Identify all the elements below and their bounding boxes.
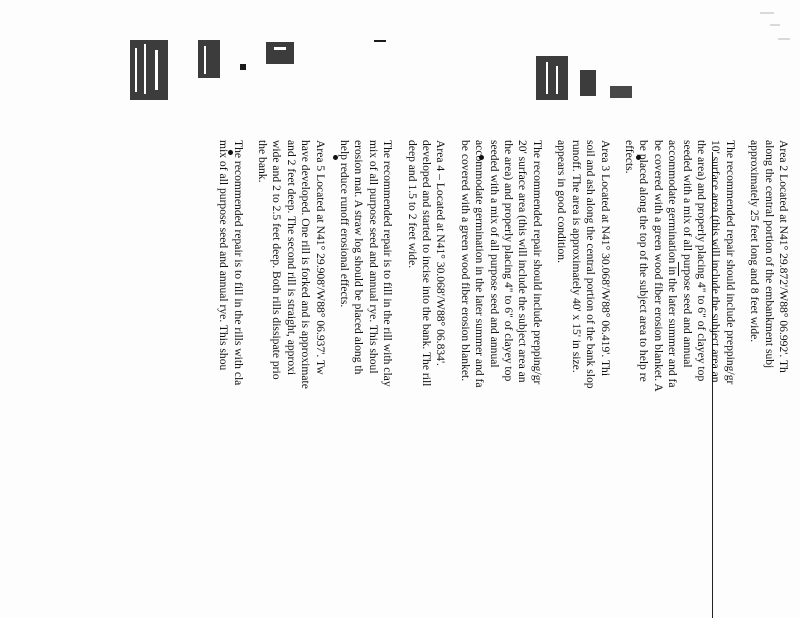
area-5-repair-paragraph: The recommended repair is to fill in the rills with cla mix of all purpose seed and annual rye. This shou [217, 140, 245, 386]
redacted-header-block [536, 56, 570, 102]
redacted-mark [240, 64, 246, 70]
header-dash [374, 40, 386, 42]
area-2-paragraph: Area 2 Located at N41° 29.872'/W88° 06.992'. Th along the central portion of the embankment subj approximately 25 feet long and 8 feet wide. [748, 140, 790, 373]
scan-artifact [770, 24, 780, 26]
area-4-repair-paragraph: The recommended repair is to fill in the rill with clay mix of all purpose seed and annual rye. This shoul erosion mat. A straw log should be placed along th help reduce runoff erosional effects. [338, 140, 395, 387]
area-3-repair-paragraph: The recommended repair should include prepping/gr 20' surface area (this will include the subject area an the area) and properly placing 4" to 6" of clayey top seeded with a mix of all purpose seed and annual accommodate germination in the later summer and fa be covered with a green wood fiber erosion blanket. [458, 140, 544, 388]
area-4-paragraph: Area 4 – Located at N41° 30.068'/W88° 06.834'. developed and started to incise into the bank. The rill deep and 1.5 to 2 feet wide. [405, 140, 448, 387]
redacted-header-block [130, 40, 170, 100]
redacted-header-block [266, 42, 296, 66]
redacted-header-block [580, 70, 598, 96]
area-3-paragraph: Area 3 Located at N41° 30.068'/W88° 06.419'. Thi soil and ash along the central portion of the bank slop runoff. The area is approximately 40' x 15' in size. appears in good condition. [555, 140, 612, 389]
rotated-document-body [217, 140, 790, 630]
redacted-header-block [198, 40, 222, 80]
area-2-repair-paragraph: The recommended repair should include prepping/gr 10' surface area (this will include the subject area an the area) and properly placing 4" to 6" of clayey top seeded with a mix of all purpose seed and annual accommodate germination in the later summer and fa be covered with a green wood fiber erosion blanket. A be placed along the top of the subject area to help re effects. [622, 140, 737, 392]
scan-artifact [778, 38, 790, 40]
redacted-header-block [610, 86, 634, 100]
scan-artifact [760, 12, 774, 14]
area-5-paragraph: Area 5 Located at N41° 29.908'/W88° 06.937'. Tw have developed. One rill is forked and is approximate and 2 feet deep. The second rill is straight, approxi wide and 2 to 2.5 feet deep. Both rills dissipate prio the bank. [256, 140, 327, 389]
